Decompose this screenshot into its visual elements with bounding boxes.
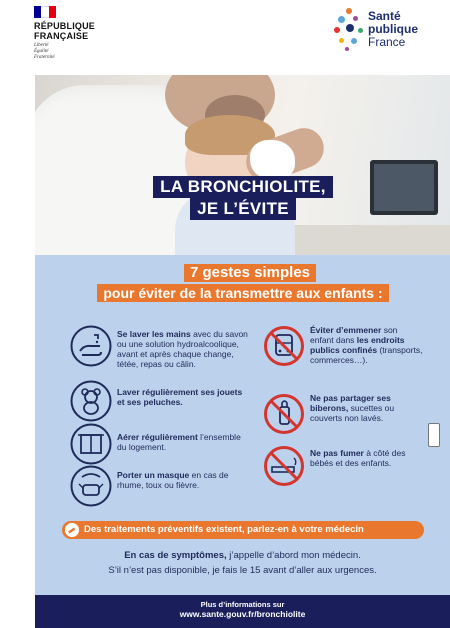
french-flag-icon <box>34 6 56 18</box>
no-transport-icon <box>263 325 305 367</box>
gesture-avoid-public <box>263 325 423 367</box>
gestures-panel <box>35 255 450 595</box>
gesture-air-home-bold: Aérer régulièrement <box>117 432 198 442</box>
subtitle-line2: pour éviter de la transmettre aux enfants : <box>97 284 388 302</box>
photo-monitor <box>370 160 438 215</box>
hero-photo <box>35 75 450 255</box>
hand-wash-icon <box>70 325 112 367</box>
sp-wordmark <box>368 10 418 49</box>
gesture-air-home <box>70 423 250 465</box>
gesture-wash-hands-text <box>117 329 250 369</box>
gesture-avoid-public-rest2: (transports, commerces…). <box>310 345 423 365</box>
gesture-wash-toys <box>70 380 250 422</box>
recycling-badge-icon <box>428 423 440 447</box>
subtitle-line1-wrap <box>175 264 325 282</box>
gesture-avoid-public-rest1: son enfant dans <box>310 325 398 345</box>
gesture-wash-toys-text <box>117 387 250 407</box>
subtitle-line2-wrap <box>63 284 423 303</box>
subtitle-line1: 7 gestes simples <box>184 264 316 282</box>
sante-publique-france-logo <box>334 6 434 56</box>
headline-line1: LA BRONCHIOLITE, <box>153 176 333 198</box>
gesture-no-sharing-bold: Ne pas partager ses biberons, <box>310 393 391 413</box>
gesture-wash-toys-bold: Laver régulièrement ses jouets et ses peluches. <box>117 387 243 407</box>
no-bottle-icon <box>263 393 305 435</box>
gesture-no-smoking-rest1: à côté des bébés et des enfants. <box>310 448 406 468</box>
sp-line1: Santé <box>368 9 401 23</box>
face-mask-icon <box>70 465 112 507</box>
gesture-wear-mask <box>70 465 250 507</box>
sp-dots-icon <box>334 8 366 52</box>
symptoms-line2: S’il n’est pas disponible, je fais le 15 avant d’aller aux urgences. <box>108 565 377 576</box>
sp-line2: publique <box>368 22 418 36</box>
treatment-banner-text: Des traitements préventifs existent, parlez-en à votre médecin <box>84 524 364 535</box>
rf-motto-2: Égalité <box>34 49 49 54</box>
photo-desk <box>285 225 450 255</box>
symptoms-bold: En cas de symptômes, <box>124 550 227 561</box>
footer <box>35 595 450 628</box>
gesture-avoid-public-text <box>310 325 423 365</box>
gesture-wash-hands-rest: avec du savon ou une solution hydroalcoolique, avant et après chaque change, tétée, repas ou câlin. <box>117 329 248 369</box>
footer-url-link[interactable]: www.sante.gouv.fr/bronchiolite <box>179 609 306 619</box>
gesture-no-sharing-rest1: sucettes ou couverts non lavés. <box>310 403 395 423</box>
rf-motto <box>34 43 114 61</box>
republique-francaise-logo <box>34 6 114 61</box>
symptoms-line1 <box>60 550 425 562</box>
footer-line1: Plus d’informations sur <box>200 600 285 609</box>
gesture-wear-mask-text <box>117 470 250 490</box>
gesture-air-home-rest: l’ensemble du logement. <box>117 432 241 452</box>
gesture-avoid-public-bold2: les endroits publics confinés <box>310 335 405 355</box>
gesture-no-smoking-bold: Ne pas fumer <box>310 448 364 458</box>
rf-title-line2: FRANÇAISE <box>34 31 89 41</box>
gesture-no-smoking-text <box>310 448 423 468</box>
teddy-bear-icon <box>70 380 112 422</box>
gesture-wear-mask-rest: en cas de rhume, toux ou fièvre. <box>117 470 229 490</box>
gesture-no-smoking <box>263 445 423 487</box>
window-icon <box>70 423 112 465</box>
symptoms-rest: j’appelle d’abord mon médecin. <box>226 550 361 561</box>
no-smoking-icon <box>263 445 305 487</box>
photo-tissue <box>250 140 295 180</box>
gesture-no-sharing-text <box>310 393 423 423</box>
rf-motto-3: Fraternité <box>34 55 55 60</box>
headline-line2: JE L’ÉVITE <box>190 198 296 220</box>
sp-line3: France <box>368 35 406 49</box>
header <box>0 0 450 75</box>
gesture-wash-hands-bold: Se laver les mains <box>117 329 191 339</box>
treatment-syringe-icon <box>65 523 79 537</box>
gesture-avoid-public-bold: Éviter d’emmener <box>310 325 382 335</box>
treatment-banner <box>62 521 424 539</box>
headline <box>127 176 359 220</box>
rf-title-line1: RÉPUBLIQUE <box>34 21 96 31</box>
gesture-no-sharing <box>263 393 423 435</box>
rf-motto-1: Liberté <box>34 43 49 48</box>
gesture-wash-hands <box>70 325 250 369</box>
gesture-air-home-text <box>117 432 250 452</box>
gesture-wear-mask-bold: Porter un masque <box>117 470 190 480</box>
